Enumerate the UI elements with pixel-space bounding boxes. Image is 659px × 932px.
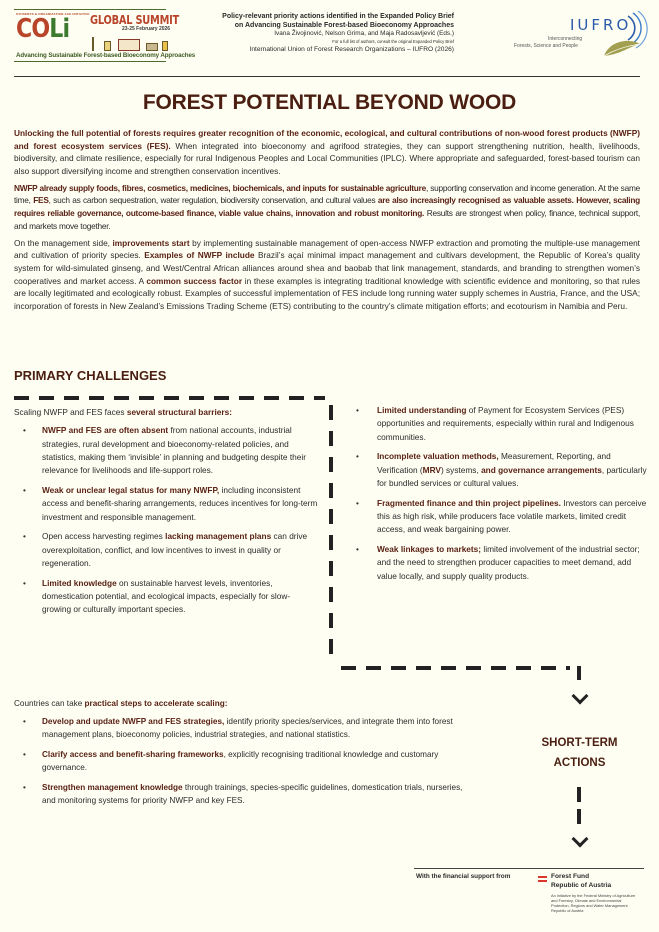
dashed-segment	[541, 666, 556, 670]
emphasis-text: common success factor	[146, 275, 243, 286]
emphasis-text: Strengthen management knowledge	[42, 783, 183, 793]
tree-icon	[92, 37, 94, 51]
coli-summit-logo	[12, 9, 196, 63]
brief-info	[196, 12, 454, 54]
list-item	[348, 450, 648, 490]
body-text: , supporting conservation and income generation. At the same time,	[14, 182, 640, 206]
dashed-segment	[391, 666, 406, 670]
emphasis-text: Unlocking the full potential of forests requires greater recognition of the economic, ecological, and cultural contributions of non-wood forest products (NWFP) and forest ecosystem services (FES).	[14, 128, 640, 151]
iufro-name: IUFRO	[570, 16, 632, 34]
iufro-tagline-1: Interconnecting	[548, 36, 583, 42]
dashed-segment	[329, 561, 333, 576]
dashed-segment	[416, 666, 431, 670]
body-text: identify priority species/services, and integrate them into forest management plans, bioeconomy policies, industrial strategies, and national statistics.	[42, 717, 453, 740]
summit-dates: 23-25 February 2026	[122, 26, 171, 32]
body-text: on sustainable harvest levels, inventories, domestication potential, and ecological impacts, especially for slow-growing or culturally important species.	[42, 577, 291, 615]
list-item	[14, 748, 464, 774]
body-text: , explicitly recognising traditional knowledge and customary governance.	[42, 750, 439, 773]
forest-fund-line-1: Forest Fund	[551, 873, 590, 880]
dashed-segment	[329, 431, 333, 446]
brief-line-2: on Advancing Sustainable Forest-based Bioeconomy Approaches	[234, 22, 454, 29]
brief-organization: International Union of Forest Research Organizations – IUFRO (2026)	[249, 45, 454, 53]
emphasis-text: Limited understanding	[377, 405, 467, 415]
acronym-part-co: CO	[16, 14, 50, 44]
header-divider	[14, 76, 640, 77]
page-header	[0, 0, 659, 66]
emphasis-text: and governance arrangements	[481, 464, 602, 475]
body-text: ) systems,	[440, 464, 482, 475]
dashed-segment	[366, 666, 381, 670]
emphasis-text: are also increasingly recognised as valuable assets. However, scaling requires reliable governance, outcome-based finance, viable value chains, innovation and robust monitoring.	[14, 195, 640, 219]
dashed-segment	[341, 666, 356, 670]
dashed-segment	[329, 457, 333, 472]
list-item	[14, 577, 319, 617]
list-item	[14, 530, 319, 570]
dashed-segment	[441, 666, 456, 670]
logo-bottom-line	[14, 61, 166, 62]
summit-illustrations	[90, 33, 176, 51]
emphasis-text: Incomplete valuation methods,	[377, 451, 499, 462]
dashed-segment	[239, 396, 254, 400]
iufro-logo	[500, 8, 659, 64]
dashed-segment	[164, 396, 179, 400]
summit-subtitle: Advancing Sustainable Forest-based Bioeconomy Approaches	[16, 52, 196, 59]
financial-support-text: With the financial support from	[416, 873, 511, 880]
dashed-segment	[566, 666, 570, 670]
dashed-segment	[314, 396, 325, 400]
dashed-segment	[577, 666, 581, 680]
chevron-down-icon	[572, 688, 589, 705]
short-term-actions-label	[500, 733, 659, 773]
jar-icon	[104, 41, 111, 51]
body-text: When integrated into bioeconomy and agrifood strategies, they can support strengthening nutrition, health, livelihoods, biodiversity, and climate resilience, especially for rural Indigenous Peoples and Local Communities (IPLC). Where appropriate and safeguarded, forest-based tourism can also support diversifying income and strengthen conservation incentives.	[14, 140, 640, 176]
body-text: , such as carbon sequestration, water regulation, biodiversity conservation, and cultural values	[48, 195, 378, 206]
dashed-segment	[329, 587, 333, 602]
dashed-segment	[329, 483, 333, 498]
austria-flag-icon	[538, 876, 547, 882]
footer-divider	[414, 868, 644, 869]
dashed-segment	[14, 396, 29, 400]
emphasis-text: Develop and update NWFP and FES strategies,	[42, 717, 225, 727]
emphasis-text: Weak or unclear legal status for many NWFP,	[42, 484, 220, 495]
body-text: in these examples is integrating traditional knowledge with scientific evidence and monitoring, so that rules are locally legitimated and ecologically robust. Examples of successful implementation of FES include long running water supply schemes in Austria, France, and the USA; incorporation of forests in New Zealand’s Emissions Trading Scheme (ETS) contributing to the country’s climate mitigation efforts; and ecotourism in Namibia and Peru.	[14, 275, 640, 311]
pot-icon	[146, 43, 158, 51]
intro-paragraph-3	[14, 237, 640, 313]
forest-fund-name	[551, 873, 611, 890]
actions-list	[14, 715, 464, 807]
challenges-right-list	[348, 404, 648, 583]
dashed-segment	[329, 405, 333, 420]
emphasis-text: Limited knowledge	[42, 577, 117, 588]
dashed-segment	[214, 396, 229, 400]
list-item	[348, 404, 648, 444]
dashed-segment	[289, 396, 304, 400]
body-text: On the management side,	[14, 237, 113, 248]
actions-section	[14, 697, 464, 814]
challenges-right-column	[348, 404, 648, 590]
dashed-segment	[329, 535, 333, 550]
body-text: Brazil’s açaí minimal impact management and cultivars development, the Republic of Korea’s quality system for wild-simulated ginseng, and West/Central African alliances around shea and baobab that link management, standards, and branding to strengthen women’s cooperatives and market access. A	[14, 250, 640, 286]
body-text: from national accounts, industrial strategies, rural development and bioeconomy-related policies, and statistics, making them ‘invisible’ in planning and budgeting despite their relevance for livelihoods and life-support roles.	[42, 425, 306, 476]
body-text: including inconsistent access and benefit-sharing arrangements, reduces incentives for long-term investment and responsible management.	[42, 484, 318, 522]
body-text: Investors can perceive this as high risk, while producers face volatile markets, limited credit access, and weak bargaining power.	[377, 497, 647, 535]
section-heading-challenges: PRIMARY CHALLENGES	[14, 368, 167, 383]
dashed-segment	[189, 396, 204, 400]
emphasis-text: NWFP and FES are often absent	[42, 425, 169, 436]
list-item	[14, 484, 319, 524]
body-text: can drive overexploitation, conflict, and low incentives to invest in quality or regeneration.	[42, 531, 308, 568]
body-text: Scaling NWFP and FES faces	[14, 407, 127, 417]
emphasis-text: practical steps to accelerate scaling:	[84, 699, 228, 708]
dashed-segment	[329, 613, 333, 628]
emphasis-text: lacking management plans	[165, 531, 272, 542]
dashed-segment	[264, 396, 279, 400]
emphasis-text: improvements start	[112, 237, 190, 248]
body-text: Results are strongest when policy, finance, technical support, and markets move together.	[14, 208, 641, 231]
body-text: through trainings, species-specific guidelines, domestication trials, nurseries, and monitoring systems for priority NWFP and key FES.	[42, 783, 463, 806]
body-text: of Payment for Ecosystem Services (PES) opportunities and requirements, especially within rural and Indigenous communities.	[377, 405, 634, 442]
page-title: FOREST POTENTIAL BEYOND WOOD	[142, 91, 517, 114]
short-term-label-line-2: ACTIONS	[553, 757, 606, 769]
challenges-lead	[14, 406, 319, 419]
dashed-segment	[89, 396, 104, 400]
dashed-segment	[577, 787, 581, 802]
body-text: by implementing sustainable management of open-access NWFP extraction and promoting the multiple-use management and cultivation of priority species.	[14, 237, 640, 261]
forest-fund-description: An initiative by the Federal Ministry of Agriculture and Forestry, Climate and Environmental Protection, Regions and Water Management Republic of Austria	[551, 893, 636, 914]
chevron-down-icon	[572, 831, 589, 848]
forest-fund-line-2: Republic of Austria	[551, 881, 612, 889]
dashed-segment	[139, 396, 154, 400]
list-item	[14, 715, 464, 741]
emphasis-text: several structural barriers:	[126, 407, 232, 417]
logo-small-tagline: STUDENTS & ORGANIZATION ACE INITIATIVE	[16, 12, 90, 16]
emphasis-text: Examples of NWFP include	[144, 250, 255, 261]
dashed-segment	[466, 666, 481, 670]
honey-icon	[162, 41, 168, 51]
dashed-segment	[516, 666, 531, 670]
house-icon	[118, 39, 140, 51]
dashed-segment	[491, 666, 506, 670]
dashed-segment	[329, 509, 333, 524]
body-text: Measurement, Reporting, and Verification (	[377, 451, 611, 475]
dashed-segment	[114, 396, 129, 400]
body-text: Open access harvesting regimes	[42, 531, 166, 542]
dashed-segment	[329, 639, 333, 654]
list-item	[348, 543, 648, 583]
emphasis-text: MRV	[422, 464, 441, 475]
brief-line-1: Policy-relevant priority actions identified in the Expanded Policy Brief	[222, 13, 454, 20]
emphasis-text: NWFP already supply foods, fibres, cosmetics, medicines, biochemicals, and inputs for sustainable agriculture	[14, 182, 426, 193]
dashed-segment	[39, 396, 54, 400]
intro-paragraph-2	[14, 182, 640, 232]
emphasis-text: Clarify access and benefit-sharing frameworks	[42, 750, 224, 760]
body-text: Countries can take	[14, 699, 85, 708]
dashed-segment	[577, 809, 581, 824]
iufro-tagline-2: Forests, Science and People	[514, 43, 578, 49]
brief-editors: Ivana Živojinović, Nelson Grima, and Maja Radosavljević (Eds.)	[274, 30, 454, 37]
logo-top-line	[14, 9, 166, 10]
challenges-left-list	[14, 424, 319, 616]
list-item	[14, 424, 319, 477]
dashed-segment	[64, 396, 79, 400]
emphasis-text: Fragmented finance and thin project pipelines.	[377, 497, 561, 508]
acronym-part-li: Li	[49, 14, 70, 44]
summit-name: GLOBAL SUMMIT	[90, 13, 180, 27]
emphasis-text: Weak linkages to markets;	[377, 544, 482, 555]
coli-acronym	[16, 15, 69, 43]
challenges-left-column	[14, 406, 319, 623]
body-text: limited involvement of the industrial sector; and the need to strengthen producer capacities to meet demand, add value locally, and supply quality products.	[377, 544, 640, 581]
short-term-label-line-1: SHORT-TERM	[541, 737, 618, 749]
intro-paragraph-1	[14, 127, 640, 177]
emphasis-text: FES	[33, 195, 49, 206]
actions-lead	[14, 697, 464, 710]
body-text: , particularly for bundled services or cultural values.	[377, 464, 647, 488]
list-item	[14, 781, 464, 807]
intro-section	[14, 127, 640, 317]
list-item	[348, 497, 648, 537]
brief-note: For a full list of authors, consult the original Expanded Policy Brief	[332, 38, 454, 44]
